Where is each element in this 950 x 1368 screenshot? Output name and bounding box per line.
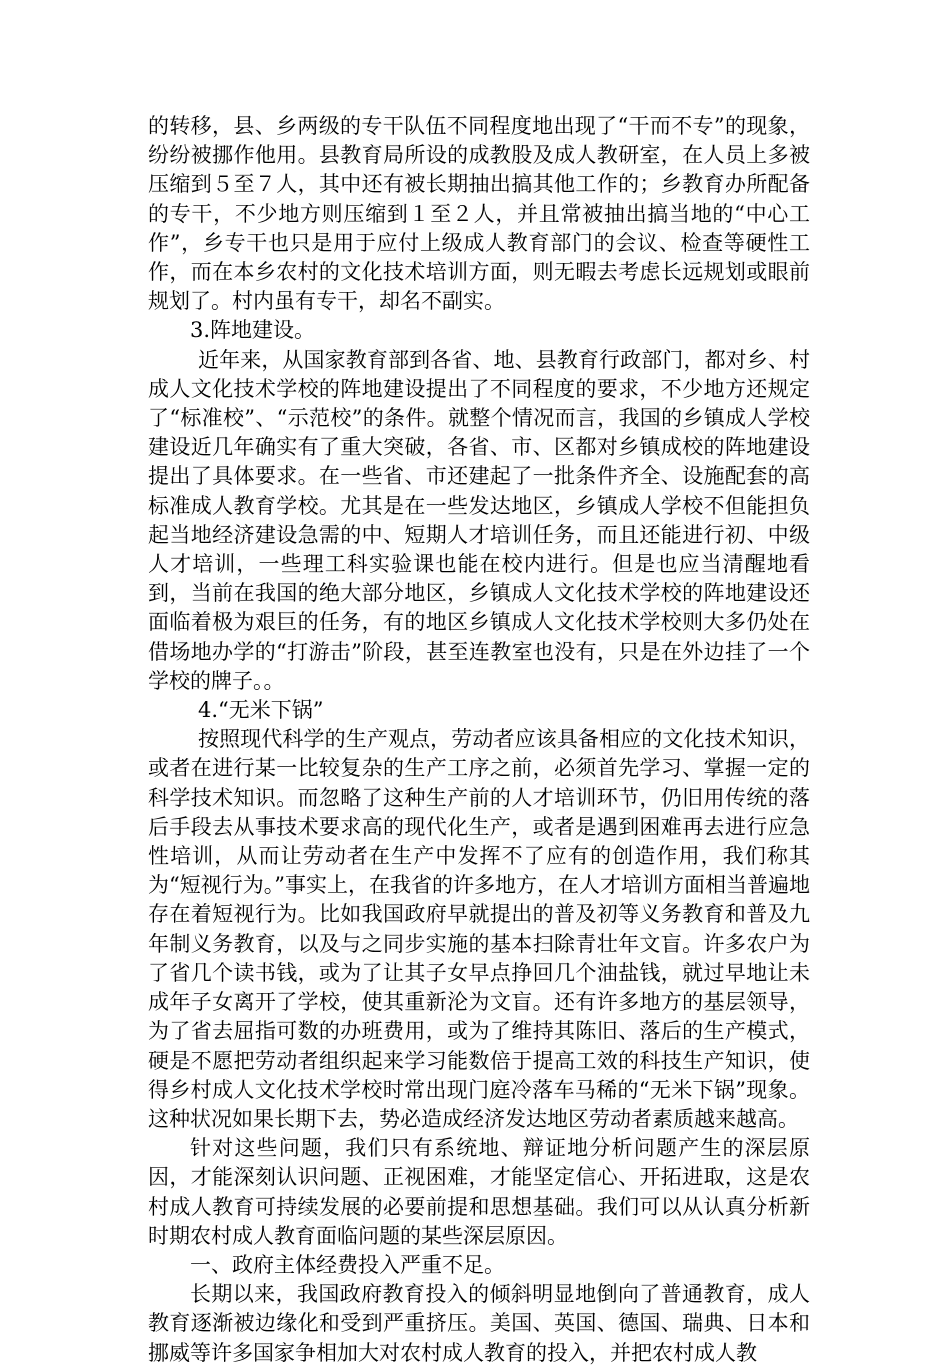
- paragraph-staff-shift: 的转移，县、乡两级的专干队伍不同程度地出现了“干而不专”的现象，纷纷被挪作他用。县教育局所设的成教股及成人教研室，在人员上多被压缩到５至７人，其中还有被长期抽出搞其他工作的；乡教育办所配备的专干，不少地方则压缩到１至２人，并且常被抽出搞当地的“中心工作”，乡专干也只是用于应付上级成人教育部门的会议、检查等硬性工作，而在本乡农村的文化技术培训方面，则无暇去考虑长远规划或眼前规划了。村内虽有专干，却名不副实。: [148, 114, 810, 314]
- paragraph-no-rice: 按照现代科学的生产观点，劳动者应该具备相应的文化技术知识，或者在进行某一比较复杂的生产工序之前，必须首先学习、掌握一定的科学技术知识。而忽略了这种生产前的人才培训环节，仍旧用传统的落后手段去从事技术要求高的现代化生产，或者是遇到困难再去进行应急性培训，从而让劳动者在生产中发挥不了应有的创造作用，我们称其为“短视行为。”事实上，在我省的许多地方，在人才培训方面相当普遍地存在着短视行为。比如我国政府早就提出的普及初等义务教育和普及九年制义务教育，以及与之同步实施的基本扫除青壮年文盲。许多农户为了省几个读书钱，或为了让其子女早点挣回几个油盐钱，就过早地让未成年子女离开了学校，使其重新沦为文盲。还有许多地方的基层领导，为了省去屈指可数的办班费用，或为了维持其陈旧、落后的生产模式，硬是不愿把劳动者组织起来学习能数倍于提高工效的科技生产知识，使得乡村成人文化技术学校时常出现门庭冷落车马稀的“无米下锅”现象。这种状况如果长期下去，势必造成经济发达地区劳动者素质越来越高。: [148, 727, 810, 1131]
- section-heading-no-rice: 4.“无米下锅”: [198, 698, 324, 723]
- paragraph-deep-causes: 针对这些问题，我们只有系统地、辩证地分析问题产生的深层原因，才能深刻认识问题、正视困难，才能坚定信心、开拓进取，这是农村成人教育可持续发展的必要前提和思想基础。我们可以从认真分析新时期农村成人教育面临问题的某些深层原因。: [148, 1136, 810, 1248]
- section-heading-funding: 一、政府主体经费投入严重不足。: [190, 1252, 505, 1277]
- paragraph-site-construction: 近年来，从国家教育部到各省、地、县教育行政部门，都对乡、村成人文化技术学校的阵地建设提出了不同程度的要求，不少地方还规定了“标准校”、“示范校”的条件。就整个情况而言，我国的乡镇成人学校建设近几年确实有了重大突破，各省、市、区都对乡镇成校的阵地建设提出了具体要求。在一些省、市还建起了一批条件齐全、设施配套的高标准成人教育学校。尤其是在一些发达地区，乡镇成人学校不但能担负起当地经济建设急需的中、短期人才培训任务，而且还能进行初、中级人才培训，一些理工科实验课也能在校内进行。但是也应当清醒地看到，当前在我国的绝大部分地区，乡镇成人文化技术学校的阵地建设还面临着极为艰巨的任务，有的地区乡镇成人文化技术学校则大多仍处在借场地办学的“打游击”阶段，甚至连教室也没有，只是在外边挂了一个学校的牌子。。: [148, 347, 810, 693]
- section-heading-site-construction: 3.阵地建设。: [190, 318, 316, 343]
- paragraph-funding: 长期以来，我国政府教育投入的倾斜明显地倒向了普通教育，成人教育逐渐被边缘化和受到严重挤压。美国、英国、德国、瑞典、日本和挪威等许多国家争相加大对农村成人教育的投入，并把农村成人教: [148, 1282, 810, 1365]
- document-page: [148, 112, 810, 1368]
